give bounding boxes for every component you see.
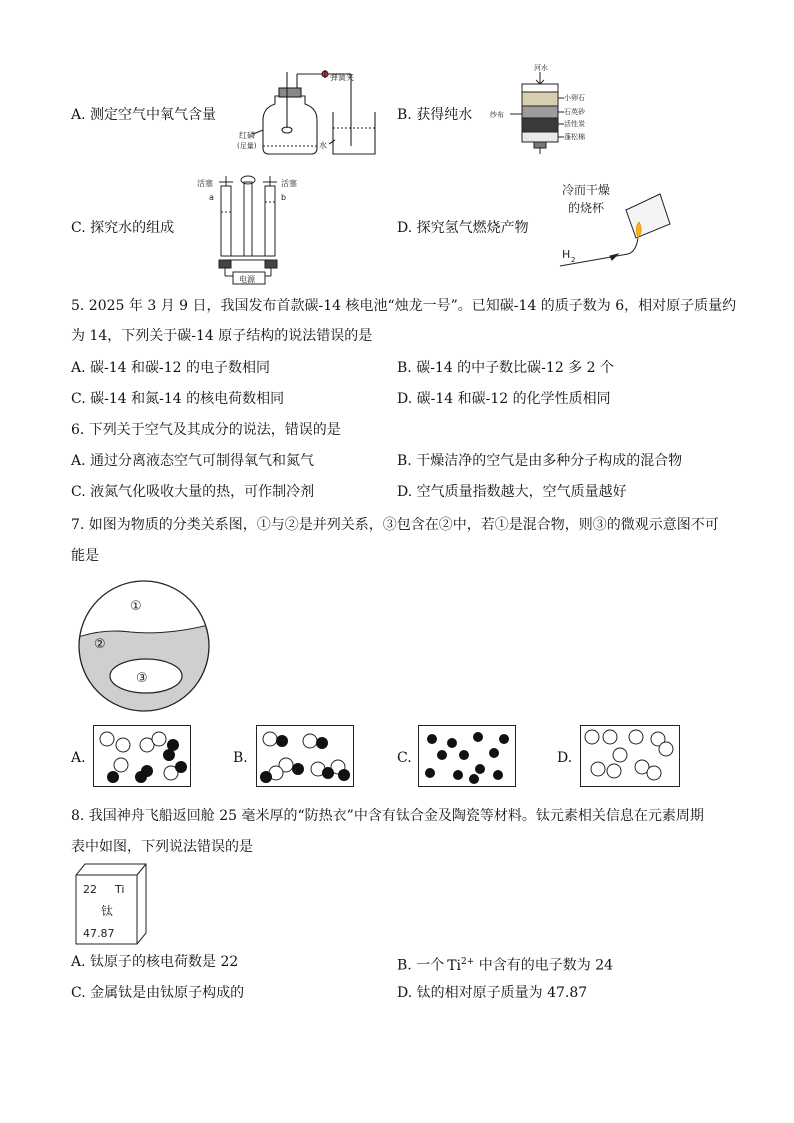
label-pebbles: 小卵石 <box>564 94 585 102</box>
q5-option-b: B. 碳-14 的中子数比碳-12 多 2 个 <box>397 360 614 376</box>
q7-stem-line2: 能是 <box>71 548 99 564</box>
q7-option-a-particles <box>93 725 191 787</box>
q7-option-b-label: B. <box>233 750 248 766</box>
figure-classification-diagram <box>70 578 220 716</box>
q8-option-b-charge: 2+ <box>461 957 475 967</box>
q5-stem-line2: 为 14，下列关于碳-14 原子结构的说法错误的是 <box>71 328 373 344</box>
q8-option-b-ion: Ti <box>447 957 462 974</box>
q8-option-b-suffix: 中含有的电子数为 24 <box>474 957 614 974</box>
q7-option-c-label: C. <box>397 750 412 766</box>
label-clip: 弹簧夹 <box>330 73 354 82</box>
q4-option-c: C. 探究水的组成 <box>71 220 175 236</box>
label-beaker: 的烧杯 <box>568 201 605 215</box>
q4-option-a: A. 测定空气中氧气含量 <box>71 107 217 123</box>
label-water: 水 <box>319 141 327 150</box>
q7-option-b-particles <box>256 725 354 787</box>
label-power-supply: 电源 <box>239 275 255 284</box>
q8-option-b <box>397 953 613 975</box>
periodic-table-cell-titanium <box>75 863 147 945</box>
label-sufficient: (足量) <box>237 142 257 150</box>
q8-option-b-prefix: B. 一个 <box>397 957 445 974</box>
q7-option-d-label: D. <box>557 750 573 766</box>
q6-stem: 6. 下列关于空气及其成分的说法，错误的是 <box>71 422 341 438</box>
figure-oxygen-measurement <box>235 68 385 158</box>
q8-option-c: C. 金属钛是由钛原子构成的 <box>71 985 245 1001</box>
q7-option-d-particles <box>580 725 680 787</box>
figure-water-filter <box>490 62 590 158</box>
atomic-mass: 47.87 <box>83 927 115 940</box>
atomic-number: 22 <box>83 883 97 896</box>
label-gauze: 纱布 <box>490 111 504 119</box>
q5-option-d: D. 碳-14 和碳-12 的化学性质相同 <box>397 391 611 407</box>
region-2-label: ② <box>94 637 106 652</box>
q4-option-d: D. 探究氢气燃烧产物 <box>397 220 529 236</box>
q7-option-c-particles <box>418 725 516 787</box>
label-h2: H <box>562 248 571 261</box>
q6-option-d: D. 空气质量指数越大，空气质量越好 <box>397 484 627 500</box>
label-valve-left: 活塞 <box>197 179 213 188</box>
label-quartz: 石英砂 <box>564 108 585 116</box>
q4-option-b: B. 获得纯水 <box>397 107 473 123</box>
q6-option-a: A. 通过分离液态空气可制得氧气和氮气 <box>71 453 315 469</box>
label-cotton: 蓬松棉 <box>564 133 585 141</box>
q8-stem-line2: 表中如图，下列说法错误的是 <box>71 839 253 855</box>
q6-option-c: C. 液氮气化吸收大量的热，可作制冷剂 <box>71 484 315 500</box>
q7-option-a-label: A. <box>71 750 86 766</box>
q5-option-c: C. 碳-14 和氮-14 的核电荷数相同 <box>71 391 285 407</box>
figure-hydrogen-burning <box>548 180 678 272</box>
element-name: 钛 <box>101 904 114 918</box>
q7-stem-line1: 7. 如图为物质的分类关系图，①与②是并列关系，③包含在②中，若①是混合物，则③的微观示意图不可 <box>71 517 719 533</box>
figure-electrolysis <box>195 172 315 288</box>
label-river-water: 河水 <box>534 64 548 72</box>
label-valve-right: 活塞 <box>281 179 297 188</box>
label-cold-dry: 冷而干燥 <box>562 183 611 197</box>
q8-option-a: A. 钛原子的核电荷数是 22 <box>71 954 239 970</box>
q8-option-d: D. 钛的相对原子质量为 47.87 <box>397 985 588 1001</box>
label-phosphorus: 红磷 <box>239 131 255 140</box>
region-3-label: ③ <box>136 671 148 686</box>
q5-stem-line1: 5. 2025 年 3 月 9 日，我国发布首款碳-14 核电池“烛龙一号”。已知碳-14 的质子数为 6，相对原子质量约 <box>71 298 737 314</box>
element-symbol: Ti <box>115 883 125 896</box>
label-electrode-b: b <box>281 193 287 202</box>
q6-option-b: B. 干燥洁净的空气是由多种分子构成的混合物 <box>397 453 683 469</box>
label-h2-subscript: 2 <box>571 256 576 264</box>
region-1-label: ① <box>130 599 142 614</box>
q8-stem-line1: 8. 我国神舟飞船返回舱 25 毫米厚的“防热衣”中含有钛合金及陶瓷等材料。钛元素相关信息在元素周期 <box>71 808 704 824</box>
label-electrode-a: a <box>209 193 214 202</box>
label-carbon: 活性炭 <box>564 120 585 128</box>
q5-option-a: A. 碳-14 和碳-12 的电子数相同 <box>71 360 271 376</box>
